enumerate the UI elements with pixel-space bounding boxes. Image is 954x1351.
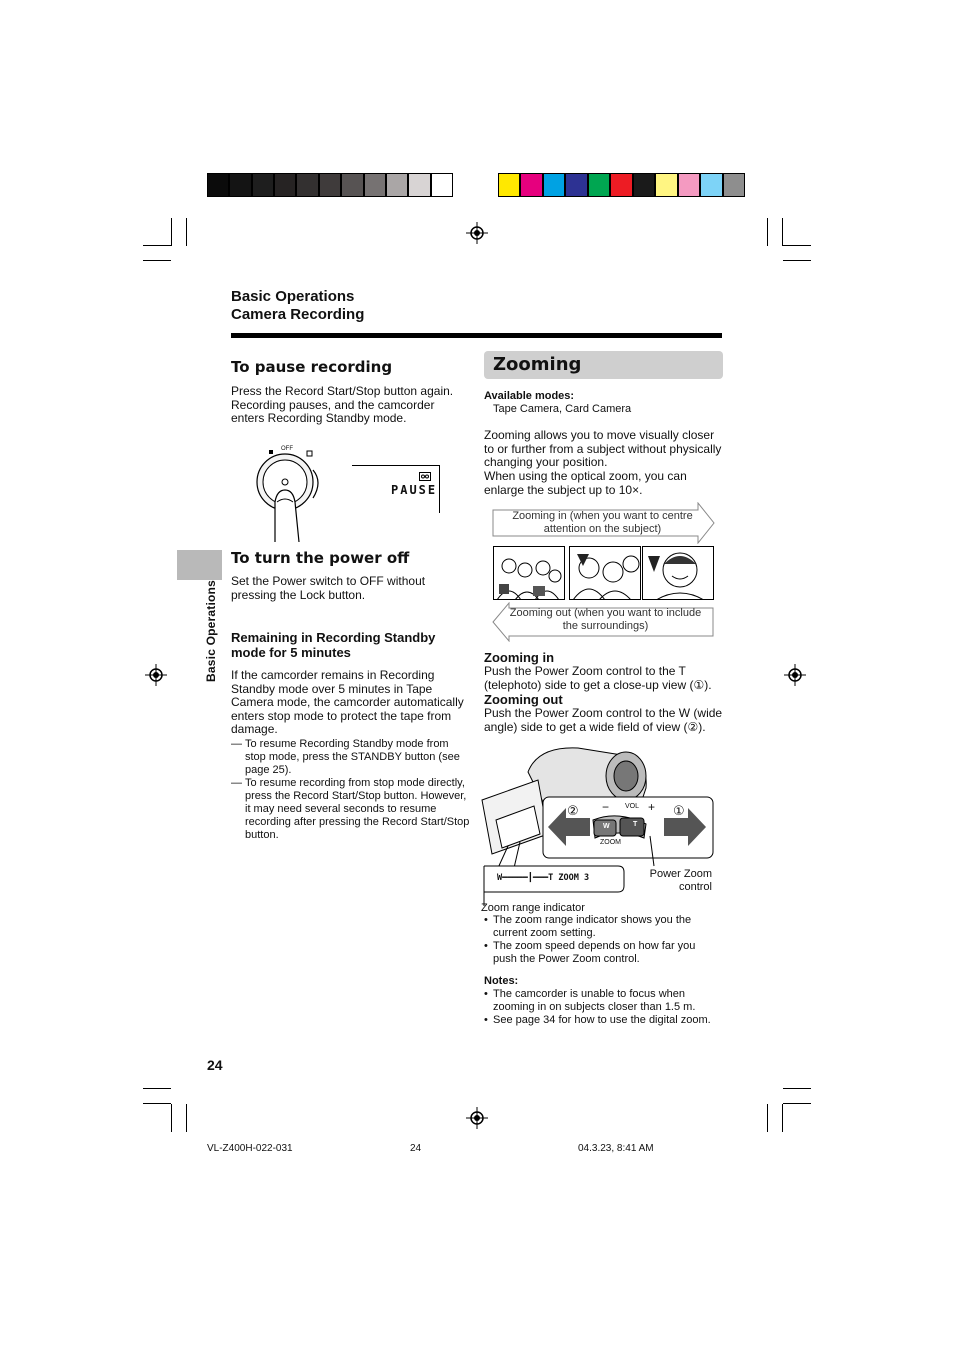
color-swatch [611,174,631,196]
color-swatch [634,174,654,196]
circled-1-label: ① [673,803,685,818]
power-zoom-label [640,868,712,894]
registration-mark-icon [466,1107,488,1129]
power-off-body: Set the Power switch to OFF without pressing the Lock button. [231,574,426,602]
footer-left: VL-Z400H-022-031 [207,1143,293,1154]
note-item: • The camcorder is unable to focus when zooming in on subjects closer than 1.5 m. [484,988,724,1014]
available-modes-label: Available modes: [484,390,575,402]
standby-body: If the camcorder remains in Recording Standby mode over 5 minutes in Tape Camera mode, the camcorder automatically enters stop mode to protect the tape from damage. [231,668,464,737]
indicator-bullet: • The zoom speed depends on how far you push the Power Zoom control. [484,940,712,966]
zoom-control-w: W [603,823,610,830]
color-swatch [253,174,273,196]
footer-right: 04.3.23, 8:41 AM [578,1143,654,1154]
registration-mark-icon [145,664,167,686]
color-swatch [342,174,362,196]
vol-minus: − [602,800,610,814]
available-modes-value: Tape Camera, Card Camera [493,403,632,415]
color-swatch [409,174,429,196]
zoom-indicator-display: W━━━━━┃━━━T ZOOM 3 [497,873,590,883]
zoom-out-arrow-label: Zooming out (when you want to include the surroundings) [509,607,702,632]
zoom-in-arrow-label: Zooming in (when you want to centre attention on the subject) [512,510,693,535]
note-item: • See page 34 for how to use the digital zoom. [484,1014,724,1027]
power-off-title: To turn the power off [231,549,410,567]
zoom-control-t: T [633,821,638,828]
color-swatch [387,174,407,196]
power-zoom-label-line-2: control [678,881,712,893]
color-swatch [275,174,295,196]
zooming-intro: Zooming allows you to move visually closer to or further from a subject without physically changing your position. [484,428,722,470]
color-swatch [297,174,317,196]
indicator-bullets [484,914,712,966]
vol-label: VOL [625,803,640,810]
color-swatch [701,174,721,196]
side-tab-label: Basic Operations [204,580,218,682]
power-zoom-label-line-1: Power Zoom [649,868,712,880]
color-swatch [320,174,340,196]
color-swatch [589,174,609,196]
color-swatch [521,174,541,196]
standby-notes [231,738,471,842]
zoom-photo-medium [569,546,641,600]
dial-off-label: OFF [281,446,293,452]
registration-mark-icon [466,222,488,244]
registration-mark-icon [784,664,806,686]
zoom-control-label: ZOOM [600,839,621,846]
standby-title: Remaining in Recording Standby mode for 5 minutes [231,630,436,660]
standby-note: — To resume Recording Standby mode from stop mode, press the STANDBY button (see page 25). [231,738,471,777]
footer-center: 24 [410,1143,422,1154]
display-callout-line [352,465,440,466]
color-swatch [208,174,228,196]
notes-list [484,988,724,1027]
notes-label: Notes: [484,975,519,987]
zooming-intro-2: When using the optical zoom, you can enlarge the subject up to 10×. [484,469,687,497]
color-swatch [566,174,586,196]
standby-note: — To resume recording from stop mode directly, press the Record Start/Stop button. However, it may need several seconds to resume recording after pressing the Record Start/Stop button. [231,777,471,842]
header-line-1: Basic Operations [231,288,355,305]
zoom-photo-close [642,546,714,600]
pause-body: Press the Record Start/Stop button again. Recording pauses, and the camcorder enters Recording Standby mode. [231,384,454,426]
tape-icon [419,472,431,481]
zoom-in-title: Zooming in [484,650,555,665]
color-swatch [230,174,250,196]
indicator-bullet: • The zoom range indicator shows you the current zoom setting. [484,914,712,940]
zoom-out-body: Push the Power Zoom control to the W (wide angle) side to get a wide field of view (②). [484,706,723,734]
color-swatch [499,174,519,196]
vol-plus: + [648,800,656,814]
header-rule [231,333,722,338]
record-button-illustration [255,442,325,542]
pause-title: To pause recording [231,358,393,376]
display-callout-edge [439,465,440,513]
zoom-out-title: Zooming out [484,692,563,707]
zoom-in-body: Push the Power Zoom control to the T (telephoto) side to get a close-up view (①). [484,664,712,692]
circled-2-label: ② [567,803,579,818]
pause-display-text: PAUSE [391,483,438,497]
zoom-photo-wide [493,546,565,600]
zooming-title: Zooming [493,354,582,375]
zoom-range-indicator-label: Zoom range indicator [481,902,585,914]
color-swatch [656,174,676,196]
color-swatch [432,174,452,196]
color-swatch [365,174,385,196]
page-number: 24 [207,1057,223,1073]
color-swatch [544,174,564,196]
header-line-2: Camera Recording [231,306,365,323]
color-swatch [679,174,699,196]
color-swatch [724,174,744,196]
